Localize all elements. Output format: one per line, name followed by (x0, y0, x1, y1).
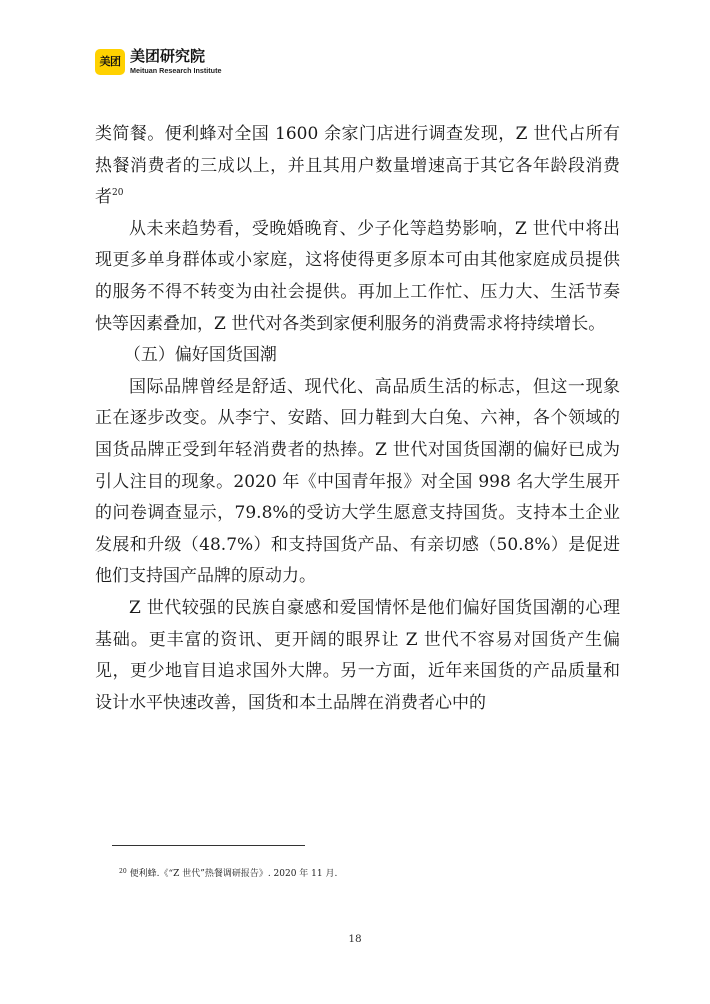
paragraph-4: Z 世代较强的民族自豪感和爱国情怀是他们偏好国货国潮的心理基础。更丰富的资讯、更开阔的眼界让 Z 世代不容易对国货产生偏见，更少地盲目追求国外大牌。另一方面，近年来国货的产品质量和设计水平快速改善，国货和本土品牌在消费者心中的 (95, 597, 620, 713)
page-number: 18 (348, 933, 362, 945)
paragraph-1 (95, 119, 620, 214)
meituan-logo-icon: 美团 (95, 49, 125, 75)
paragraph-2: 从未来趋势看，受晚婚晚育、少子化等趋势影响，Z 世代中将出现更多单身群体或小家庭，这将使得更多原本可由其他家庭成员提供的服务不得不转变为由社会提供。再加上工作忙、压力大、生活节奏快等因素叠加，Z 世代对各类到家便利服务的消费需求将持续增长。 (95, 218, 620, 334)
main-content (95, 119, 620, 719)
org-name-en: Meituan Research Institute (130, 66, 222, 75)
paragraph-3: 国际品牌曾经是舒适、现代化、高品质生活的标志，但这一现象正在逐步改变。从李宁、安踏、回力鞋到大白兔、六神，各个领域的国货品牌正受到年轻消费者的热捧。Z 世代对国货国潮的偏好已成为引人注目的现象。2020 年《中国青年报》对全国 998 名大学生展开的问卷调查显示，79.8%的受访大学生愿意支持国货。支持本土企业发展和升级（48.7%）和支持国货产品、有亲切感（50.8%）是促进他们支持国产品牌的原动力。 (95, 376, 620, 587)
footnote-divider (112, 845, 305, 846)
footnote-reference: 20 (112, 188, 124, 199)
footnote-text: 便利蜂.《“Z 世代”热餐调研报告》. 2020 年 11 月. (129, 869, 338, 879)
section-heading: （五）偏好国货国潮 (123, 345, 277, 366)
footnote (119, 866, 337, 880)
footnote-marker: 20 (119, 868, 127, 875)
org-name-cn: 美团研究院 (130, 47, 206, 65)
paragraph-1-text: 类简餐。便利蜂对全国 1600 余家门店进行调查发现，Z 世代占所有热餐消费者的三成以上，并且其用户数量增速高于其它各年龄段消费者 (95, 124, 620, 208)
